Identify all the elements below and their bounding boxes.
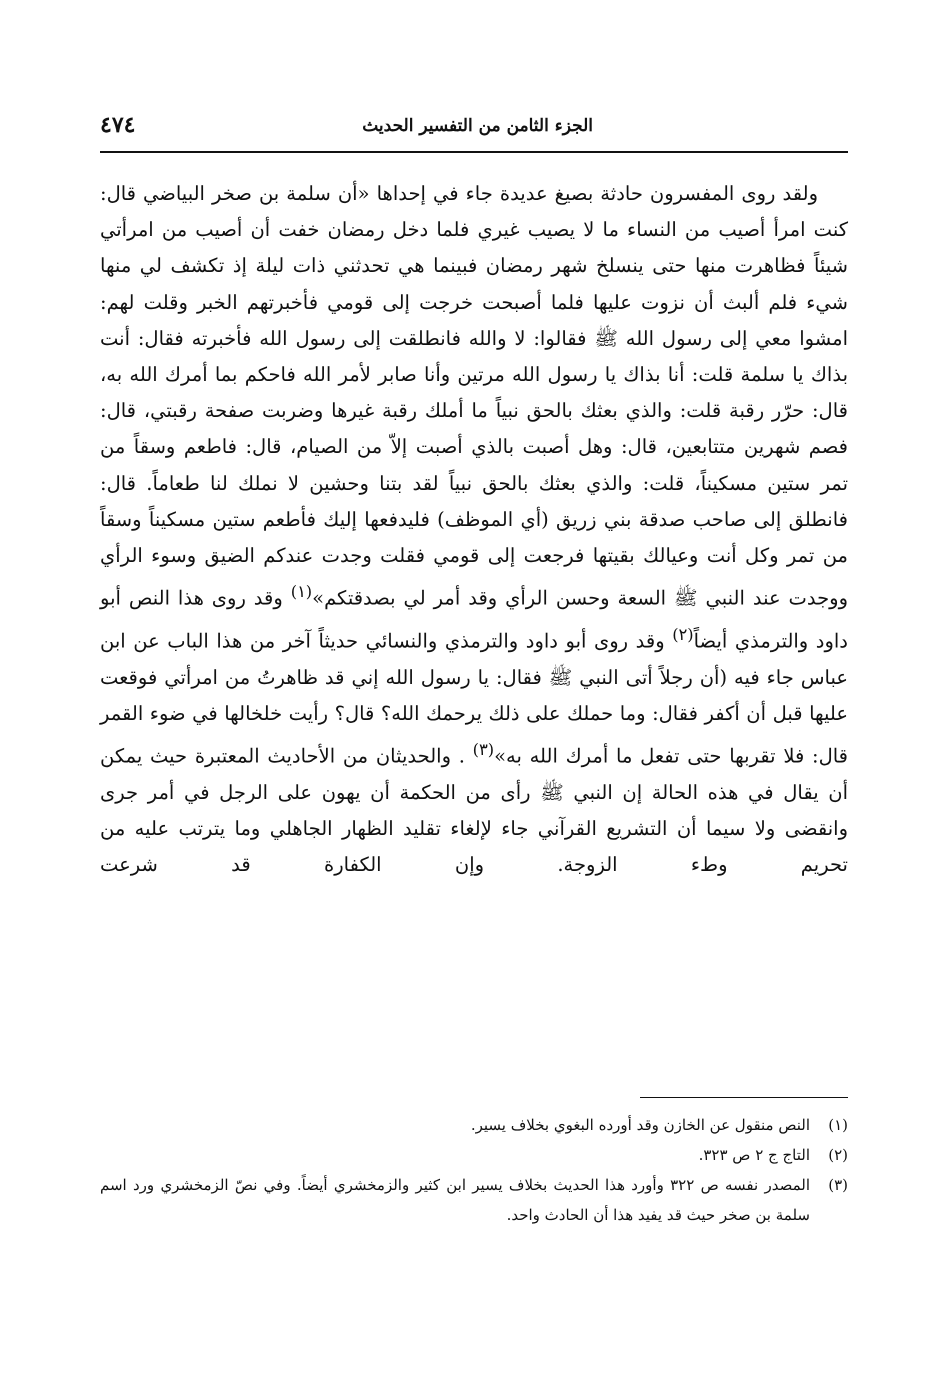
paragraph-text: ولقد روى المفسرون حادثة بصيغ عديدة جاء في إحداها «أن سلمة بن صخر البياضي قال: كنت امرأ أصيب من النساء ما لا يصيب غيري فلما دخل رمضان خفت أن أصيب من امرأتي شيئاً فظاهرت منها حتى ينسلخ شهر رمضان فبينما هي تحدثني ذات ليلة إذ تكشف لي منها شيء فلم ألبث أن نزوت عليها فلما أصبحت خرجت إلى قومي فأخبرتهم الخبر وقلت لهم: امشوا معي إلى رسول الله ﷺ فقالوا: لا والله فانطلقت إلى رسول الله فأخبرته فقال: أنت بذاك يا سلمة قلت: أنا بذاك يا رسول الله مرتين وأنا صابر لأمر الله فاحكم بما أمرك الله به، قال: حرّر رقبة قلت: والذي بعثك بالحق نبياً ما أملك رقبة غيرها وضربت صفحة رقبتي، قال: فصم شهرين متتابعين، قال: وهل أصبت بالذي أصبت إلاّ من الصيام، قال: فاطعم وسقاً من تمر ستين مسكيناً، قلت: والذي بعثك بالحق نبياً لقد بتنا وحشين لا نملك لنا طعاماً. قال: فانطلق إلى صاحب صدقة بني زريق (أي الموظف) فليدفعها إليك فأطعم ستين مسكيناً وسقاً من تمر وكل أنت وعيالك بقيتها فرجعت إلى قومي فقلت وجدت عندكم الضيق وسوء الرأي ووجدت عند النبي ﷺ السعة وحسن الرأي وقد أمر لي بصدقتكم» [100, 182, 848, 610]
footnote-item [100, 1140, 848, 1170]
page-number: ٤٧٤ [100, 112, 136, 138]
footnote-marker: (٢) [828, 1146, 848, 1164]
footnote-item [100, 1170, 848, 1230]
footnote-ref-3: (٣) [472, 740, 495, 760]
footnote-marker: (٣) [828, 1176, 848, 1194]
header-divider [100, 151, 848, 153]
body-paragraph [100, 176, 848, 883]
page-header [100, 110, 848, 150]
running-title: الجزء الثامن من التفسير الحديث [362, 116, 593, 136]
paragraph-sentence-2: وقد روى هذا النص أبو داود والترمذي أيضاً [100, 586, 848, 653]
footnote-divider [640, 1097, 848, 1098]
footnote-text: المصدر نفسه ص ٣٢٢ وأورد هذا الحديث بخلاف يسير ابن كثير والزمخشري أيضاً. وفي نصّ الزمخشري ورد اسم سلمة بن صخر حيث قد يفيد هذا أن الحادث واحد. [100, 1176, 810, 1224]
footnote-text: النص منقول عن الخازن وقد أورده البغوي بخلاف يسير. [470, 1116, 810, 1134]
footnote-ref-2: (٢) [672, 624, 694, 644]
paragraph-sentence-3: وقد روى أبو داود والترمذي والنسائي حديثاً آخر من هذا الباب عن ابن عباس جاء فيه (أن رجلاً أتى النبي ﷺ فقال: يا رسول الله إني قد ظاهرتُ من امرأتي فوقعت عليها قبل أن أكفر فقال: وما حملك على ذلك يرحمك الله؟ قال؟ رأيت خلخالها في ضوء القمر قال: فلا تقربها حتى تفعل ما أمرك الله به» [100, 629, 848, 768]
footnote-text: التاج ج ٢ ص ٣٢٣. [698, 1146, 810, 1164]
footnote-ref-1: (١) [290, 582, 313, 602]
main-text [100, 176, 848, 883]
footnotes [100, 1110, 848, 1230]
footnote-item [100, 1110, 848, 1140]
footnote-marker: (١) [828, 1116, 848, 1134]
paragraph-sentence-4: . والحديثان من الأحاديث المعتبرة حيث يمكن أن يقال في هذه الحالة إن النبي ﷺ رأى من الحكمة أن يهون على الرجل في أمر جرى وانقضى ولا سيما أن التشريع القرآني جاء لإلغاء تقليد الظهار الجاهلي وما يترتب عليه من تحريم وطء الزوجة. وإن الكفارة قد شرعت [100, 744, 848, 877]
